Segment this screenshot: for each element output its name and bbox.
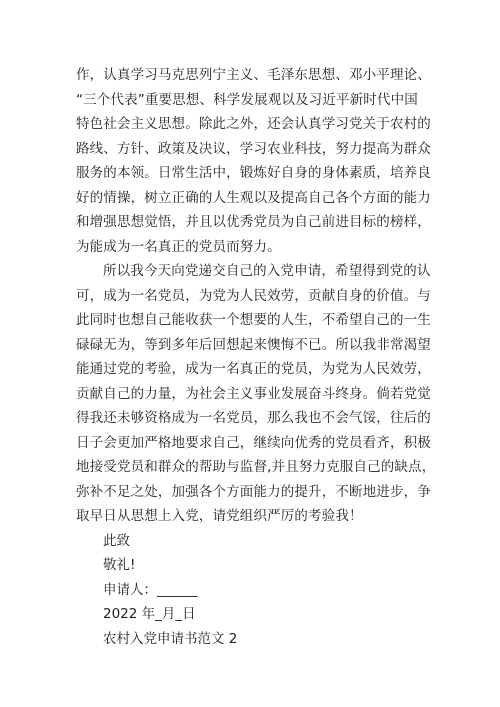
text-line: 所以我今天向党递交自己的入党申请，希望得到党的认 (103, 263, 431, 279)
text-line: 贡献自己的力量，为社会主义事业发展奋斗终身。倘若党觉 (76, 386, 431, 402)
text-line: 此同时也想自己能收获一个想要的人生，不希望自己的一生 (76, 312, 431, 328)
text-line: 得我还未够资格成为一名党员，那么我也不会气馁，往后的 (76, 410, 431, 426)
text-line: 取早日从思想上入党，请党组织严厉的考验我！ (76, 508, 363, 524)
text-line: 碌碌无为，等到多年后回想起来懊悔不已。所以我非常渴望 (76, 337, 431, 353)
applicant-line: 申请人：______ (103, 582, 198, 598)
text-line: 可，成为一名党员，为党为人民效劳，贡献自身的价值。与 (76, 288, 431, 304)
text-line: 路线、方针、政策及决议，学习农业科技，努力提高为群众 (76, 141, 431, 157)
text-line: “三个代表”重要思想、科学发展观以及习近平新时代中国 (76, 92, 418, 108)
closing-jingli: 敬礼! (103, 557, 136, 573)
text-line: 作，认真学习马克思列宁主义、毛泽东思想、邓小平理论、 (76, 67, 431, 83)
date-line: 2022 年_月_日 (103, 606, 196, 622)
text-line: 日子会更加严格地要求自己，继续向优秀的党员看齐，积极 (76, 435, 431, 451)
text-line: 能通过党的考验，成为一名真正的党员，为党为人民效劳， (76, 361, 431, 377)
text-line: 地接受党员和群众的帮助与监督,并且努力克服自己的缺点， (76, 459, 436, 475)
text-line: 弥补不足之处，加强各个方面能力的提升，不断地进步，争 (76, 484, 431, 500)
text-line: 服务的本领。日常生活中，锻炼好自身的身体素质，培养良 (76, 165, 431, 181)
text-line: 特色社会主义思想。除此之外，还会认真学习党关于农村的 (76, 116, 431, 132)
text-line: 和增强思想觉悟，并且以优秀党员为自己前进目标的榜样， (76, 214, 431, 230)
text-line: 为能成为一名真正的党员而努力。 (76, 239, 281, 255)
closing-cizhi: 此致 (103, 533, 130, 549)
next-section-title: 农村入党申请书范文 2 (103, 631, 238, 647)
text-line: 好的情操，树立正确的人生观以及提高自己各个方面的能力 (76, 190, 431, 206)
